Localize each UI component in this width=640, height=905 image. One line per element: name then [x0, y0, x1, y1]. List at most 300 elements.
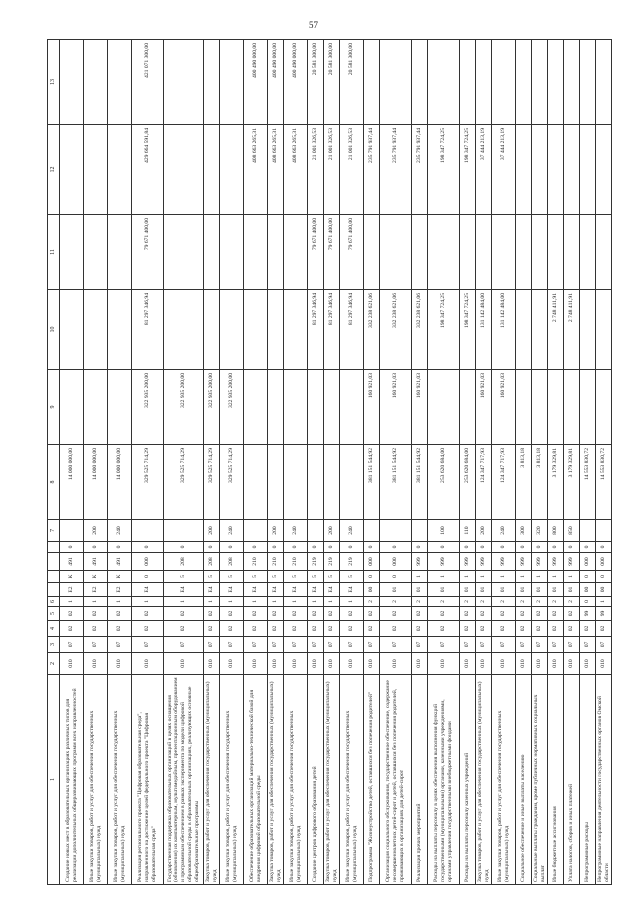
row-value-cell — [580, 125, 596, 215]
row-value-cell: 2 748 411,91 — [548, 290, 564, 370]
row-value-cell: E4 — [340, 583, 364, 597]
row-value-cell: 010 — [84, 653, 108, 675]
row-value-cell: 210 — [268, 553, 284, 571]
row-value-cell: 07 — [308, 637, 324, 653]
row-value-cell: 235 791 937,44 — [412, 125, 428, 215]
row-value-cell: 02 — [164, 607, 204, 621]
row-value-cell — [580, 370, 596, 445]
row-value-cell — [268, 445, 284, 520]
row-value-cell — [244, 370, 268, 445]
row-value-cell: 02 — [204, 607, 220, 621]
table-row — [220, 40, 244, 885]
row-value-cell — [564, 40, 580, 125]
row-value-cell: 219 — [340, 553, 364, 571]
row-value-cell — [204, 40, 220, 125]
row-value-cell: 02 — [564, 621, 580, 637]
row-value-cell: 100 — [428, 520, 460, 542]
row-value-cell: 1 — [460, 571, 476, 583]
row-value-cell: 198 347 724,25 — [460, 125, 476, 215]
row-value-cell: 3 813,18 — [516, 445, 532, 520]
row-value-cell: 329 525 714,29 — [220, 445, 244, 520]
header-cell: 2 — [48, 653, 60, 675]
row-name-cell: Закупка товаров, работ и услуг для обеспечения государственных (муниципальных) нужд — [324, 675, 340, 885]
row-value-cell: 010 — [580, 653, 596, 675]
row-value-cell — [308, 370, 324, 445]
row-value-cell: 07 — [516, 637, 532, 653]
row-value-cell: 02 — [324, 621, 340, 637]
row-value-cell: 381 151 544,92 — [380, 445, 412, 520]
row-value-cell — [580, 40, 596, 125]
row-value-cell: 010 — [516, 653, 532, 675]
row-value-cell — [268, 290, 284, 370]
row-value-cell — [460, 370, 476, 445]
row-value-cell: 999 — [492, 553, 516, 571]
row-value-cell: 02 — [564, 607, 580, 621]
row-value-cell: 07 — [476, 637, 492, 653]
row-value-cell: К — [108, 571, 132, 583]
row-value-cell — [60, 520, 84, 542]
row-value-cell: 010 — [428, 653, 460, 675]
row-value-cell: 322 935 200,00 — [132, 370, 164, 445]
row-name-cell: Непрограммные расходы — [580, 675, 596, 885]
row-value-cell: 010 — [564, 653, 580, 675]
row-value-cell — [60, 215, 84, 290]
row-value-cell — [60, 370, 84, 445]
row-value-cell: 07 — [548, 637, 564, 653]
table-row — [412, 40, 428, 885]
row-value-cell: 07 — [204, 637, 220, 653]
row-value-cell: E2 — [60, 583, 84, 597]
row-value-cell: 0 — [460, 542, 476, 553]
row-value-cell — [476, 40, 492, 125]
row-value-cell: 408 663 265,31 — [268, 125, 284, 215]
row-value-cell — [84, 215, 108, 290]
budget-table — [47, 39, 612, 885]
row-name-cell: Уплата налогов, сборов и иных платежей — [564, 675, 580, 885]
row-value-cell: 02 — [268, 621, 284, 637]
row-value-cell: 160 921,03 — [412, 370, 428, 445]
row-value-cell — [580, 215, 596, 290]
row-value-cell: 400 490 000,00 — [268, 40, 284, 125]
table-row — [308, 40, 324, 885]
header-cell: 8 — [48, 445, 60, 520]
table-row — [476, 40, 492, 885]
row-value-cell: 81 297 346,94 — [324, 290, 340, 370]
table-row — [284, 40, 308, 885]
table-row — [380, 40, 412, 885]
row-value-cell: 322 935 200,00 — [220, 370, 244, 445]
row-value-cell: 2 — [532, 597, 548, 607]
row-value-cell: 240 — [220, 520, 244, 542]
row-value-cell: 79 671 400,00 — [340, 215, 364, 290]
row-value-cell: 329 525 714,29 — [132, 445, 164, 520]
row-value-cell: 00 — [596, 583, 612, 597]
row-value-cell — [132, 520, 164, 542]
row-value-cell: 02 — [516, 621, 532, 637]
row-value-cell: E4 — [244, 583, 268, 597]
row-value-cell: 07 — [220, 637, 244, 653]
table-row — [516, 40, 532, 885]
row-value-cell: 2 — [492, 597, 516, 607]
row-value-cell — [108, 125, 132, 215]
row-value-cell: 02 — [412, 621, 428, 637]
header-cell: 7 — [48, 520, 60, 542]
row-value-cell — [460, 40, 476, 125]
header-cell: 5 — [48, 607, 60, 621]
row-value-cell: 0 — [380, 571, 412, 583]
table-row — [580, 40, 596, 885]
row-value-cell: 381 151 544,92 — [364, 445, 380, 520]
row-value-cell — [596, 125, 612, 215]
row-value-cell: 999 — [532, 553, 548, 571]
row-name-cell: Реализация регионального проекта "Цифровая образовательная среда", направленного на достижение целей федерального проекта "Цифровая образовательная среда" — [132, 675, 164, 885]
row-value-cell: 79 671 400,00 — [308, 215, 324, 290]
row-value-cell: 1 — [220, 597, 244, 607]
row-value-cell: 37 444 213,19 — [492, 125, 516, 215]
row-value-cell — [204, 290, 220, 370]
row-value-cell: 0 — [580, 597, 596, 607]
row-value-cell: 99 — [596, 607, 612, 621]
row-value-cell — [244, 215, 268, 290]
rotated-table-frame — [47, 40, 610, 885]
row-value-cell — [164, 40, 204, 125]
row-value-cell — [564, 125, 580, 215]
row-value-cell: 1 — [132, 597, 164, 607]
row-value-cell: 010 — [596, 653, 612, 675]
row-value-cell — [564, 370, 580, 445]
row-name-cell: Закупка товаров, работ и услуг для обеспечения государственных (муниципальных) нужд — [476, 675, 492, 885]
row-value-cell: 010 — [108, 653, 132, 675]
row-value-cell — [284, 370, 308, 445]
row-value-cell: 1 — [428, 571, 460, 583]
row-value-cell: 208 — [220, 553, 244, 571]
row-value-cell: 07 — [284, 637, 308, 653]
row-value-cell: 0 — [364, 571, 380, 583]
row-value-cell — [596, 40, 612, 125]
row-value-cell: 5 — [308, 571, 324, 583]
row-value-cell — [532, 370, 548, 445]
header-cell: 11 — [48, 215, 60, 290]
row-value-cell: 999 — [476, 553, 492, 571]
row-value-cell: 131 142 484,00 — [492, 290, 516, 370]
row-name-cell: Организация социального обслуживания, государственное обеспечение, содержание несовершеннолетних детей-сирот и детей, оставшихся без попечения родителей, проживающих в организациях для детей-сирот — [380, 675, 412, 885]
row-value-cell: 999 — [516, 553, 532, 571]
row-value-cell: 07 — [324, 637, 340, 653]
row-value-cell — [428, 40, 460, 125]
row-value-cell: 999 — [548, 553, 564, 571]
table-row — [60, 40, 84, 885]
row-value-cell: E2 — [84, 583, 108, 597]
row-value-cell: 07 — [340, 637, 364, 653]
row-value-cell: 0 — [580, 571, 596, 583]
row-value-cell: 400 490 000,00 — [244, 40, 268, 125]
row-value-cell: 0 — [580, 542, 596, 553]
header-cell: 10 — [48, 290, 60, 370]
row-value-cell: 010 — [132, 653, 164, 675]
row-value-cell: 02 — [412, 607, 428, 621]
row-value-cell: 200 — [268, 520, 284, 542]
row-value-cell: 0 — [428, 542, 460, 553]
row-value-cell: 07 — [364, 637, 380, 653]
row-name-cell: Социальное обеспечение и иные выплаты населению — [516, 675, 532, 885]
row-value-cell: E4 — [324, 583, 340, 597]
row-name-cell: Социальные выплаты гражданам, кроме публичных нормативных социальных выплат — [532, 675, 548, 885]
row-value-cell: 02 — [492, 607, 516, 621]
row-name-cell: Обеспечение образовательных организаций материально-технической базой для внедрения цифровой образовательной среды — [244, 675, 268, 885]
row-value-cell: E4 — [164, 583, 204, 597]
row-value-cell: 5 — [204, 571, 220, 583]
row-value-cell: 0 — [204, 542, 220, 553]
row-value-cell: 1 — [204, 597, 220, 607]
row-value-cell: 200 — [204, 520, 220, 542]
row-value-cell: 01 — [412, 583, 428, 597]
row-value-cell: 02 — [380, 607, 412, 621]
row-value-cell: 01 — [548, 583, 564, 597]
rotated-table-content — [47, 40, 610, 885]
row-value-cell: 999 — [564, 553, 580, 571]
row-value-cell: 160 921,03 — [492, 370, 516, 445]
row-value-cell: 1 — [108, 597, 132, 607]
row-value-cell: 07 — [428, 637, 460, 653]
row-value-cell — [516, 215, 532, 290]
row-name-cell: Иные закупки товаров, работ и услуг для обеспечения государственных (муниципальных) нужд — [108, 675, 132, 885]
row-value-cell: E4 — [204, 583, 220, 597]
row-value-cell: 01 — [532, 583, 548, 597]
header-cell: 13 — [48, 40, 60, 125]
row-value-cell: 0 — [340, 542, 364, 553]
row-value-cell: 010 — [244, 653, 268, 675]
row-value-cell — [164, 290, 204, 370]
row-value-cell: 010 — [308, 653, 324, 675]
row-value-cell — [60, 290, 84, 370]
row-value-cell: 01 — [492, 583, 516, 597]
table-row — [548, 40, 564, 885]
row-name-cell: Иные закупки товаров, работ и услуг для обеспечения государственных (муниципальных) нужд — [284, 675, 308, 885]
row-value-cell: 0 — [476, 542, 492, 553]
row-value-cell: 02 — [60, 621, 84, 637]
row-value-cell: 2 — [460, 597, 476, 607]
row-value-cell: 408 663 265,31 — [284, 125, 308, 215]
row-name-cell: Иные закупки товаров, работ и услуг для обеспечения государственных (муниципальных) нужд — [340, 675, 364, 885]
row-value-cell: К — [60, 571, 84, 583]
row-value-cell: 07 — [60, 637, 84, 653]
row-value-cell: 02 — [308, 621, 324, 637]
row-value-cell: 253 620 684,00 — [460, 445, 476, 520]
row-value-cell: 1 — [164, 597, 204, 607]
row-value-cell: 02 — [428, 607, 460, 621]
row-value-cell: 02 — [324, 607, 340, 621]
row-value-cell — [492, 215, 516, 290]
row-value-cell: 010 — [268, 653, 284, 675]
row-value-cell: 07 — [564, 637, 580, 653]
row-value-cell: 329 525 714,29 — [204, 445, 220, 520]
row-value-cell: 2 — [548, 597, 564, 607]
row-value-cell: К — [84, 571, 108, 583]
row-value-cell: 5 — [324, 571, 340, 583]
row-value-cell — [380, 520, 412, 542]
row-value-cell — [324, 445, 340, 520]
row-value-cell: 2 — [516, 597, 532, 607]
row-value-cell: 421 071 300,00 — [132, 40, 164, 125]
row-value-cell — [244, 520, 268, 542]
row-value-cell: 02 — [340, 621, 364, 637]
row-value-cell: 07 — [268, 637, 284, 653]
row-value-cell: 07 — [380, 637, 412, 653]
row-value-cell: 0 — [548, 542, 564, 553]
row-value-cell: 0 — [108, 542, 132, 553]
row-value-cell: 1 — [476, 571, 492, 583]
row-value-cell — [324, 370, 340, 445]
row-value-cell: 010 — [284, 653, 308, 675]
row-value-cell — [596, 520, 612, 542]
row-value-cell: 02 — [108, 621, 132, 637]
row-value-cell — [108, 40, 132, 125]
table-row — [132, 40, 164, 885]
row-value-cell: 02 — [532, 607, 548, 621]
row-value-cell: 81 297 346,94 — [132, 290, 164, 370]
row-value-cell: 198 347 724,25 — [428, 125, 460, 215]
row-value-cell — [516, 40, 532, 125]
row-value-cell: 010 — [412, 653, 428, 675]
row-value-cell: 1 — [548, 571, 564, 583]
row-value-cell: 491 — [60, 553, 84, 571]
row-value-cell — [596, 215, 612, 290]
row-value-cell — [60, 40, 84, 125]
row-value-cell: 208 — [164, 553, 204, 571]
row-value-cell: 160 921,03 — [380, 370, 412, 445]
row-value-cell: 00 — [364, 583, 380, 597]
row-value-cell: 491 — [108, 553, 132, 571]
header-cell: 1 — [48, 675, 60, 885]
row-value-cell — [548, 215, 564, 290]
row-value-cell: 02 — [132, 621, 164, 637]
table-row — [244, 40, 268, 885]
row-value-cell: 010 — [164, 653, 204, 675]
row-value-cell: 2 — [412, 597, 428, 607]
row-value-cell — [108, 215, 132, 290]
row-value-cell: 81 297 346,94 — [308, 290, 324, 370]
row-name-cell: Расходы на выплаты персоналу казенных учреждений — [460, 675, 476, 885]
table-row — [492, 40, 516, 885]
row-value-cell — [84, 290, 108, 370]
row-value-cell: 02 — [244, 621, 268, 637]
row-value-cell: 160 921,03 — [364, 370, 380, 445]
row-name-cell: Подпрограмма "Жизнеустройство детей, оставшихся без попечения родителей" — [364, 675, 380, 885]
row-value-cell: 21 001 326,53 — [340, 125, 364, 215]
row-value-cell — [204, 125, 220, 215]
row-value-cell — [284, 445, 308, 520]
row-value-cell: 800 — [548, 520, 564, 542]
row-name-cell: Создание центров цифрового образования детей — [308, 675, 324, 885]
row-value-cell: 5 — [340, 571, 364, 583]
row-value-cell — [364, 40, 380, 125]
row-value-cell: 02 — [108, 607, 132, 621]
row-value-cell: 240 — [284, 520, 308, 542]
row-value-cell: 01 — [460, 583, 476, 597]
row-value-cell: 322 935 200,00 — [164, 370, 204, 445]
row-value-cell: 0 — [132, 542, 164, 553]
row-value-cell: 010 — [492, 653, 516, 675]
row-value-cell — [532, 290, 548, 370]
row-value-cell: 2 — [564, 597, 580, 607]
row-value-cell — [596, 370, 612, 445]
row-value-cell: 1 — [492, 571, 516, 583]
row-value-cell: 0 — [380, 542, 412, 553]
row-value-cell: 02 — [380, 621, 412, 637]
row-value-cell: 0 — [268, 542, 284, 553]
row-value-cell — [532, 125, 548, 215]
row-value-cell: 07 — [580, 637, 596, 653]
row-value-cell — [428, 215, 460, 290]
row-value-cell — [84, 125, 108, 215]
row-value-cell — [108, 370, 132, 445]
row-value-cell — [428, 370, 460, 445]
row-value-cell: 210 — [284, 553, 308, 571]
row-value-cell — [284, 215, 308, 290]
table-header — [48, 40, 60, 885]
row-value-cell: 1 — [60, 597, 84, 607]
row-value-cell: 07 — [412, 637, 428, 653]
row-value-cell: 329 525 714,29 — [164, 445, 204, 520]
row-value-cell: 0 — [364, 542, 380, 553]
row-value-cell: 02 — [268, 607, 284, 621]
row-value-cell: 999 — [428, 553, 460, 571]
header-cell: 3 — [48, 637, 60, 653]
row-name-cell: Иные бюджетные ассигнования — [548, 675, 564, 885]
row-value-cell: 02 — [516, 607, 532, 621]
row-value-cell: 200 — [476, 520, 492, 542]
row-value-cell: 010 — [324, 653, 340, 675]
row-value-cell — [380, 40, 412, 125]
row-value-cell: E4 — [268, 583, 284, 597]
row-value-cell: 219 — [324, 553, 340, 571]
row-value-cell: 408 663 265,31 — [244, 125, 268, 215]
row-value-cell: 14 000 000,00 — [84, 445, 108, 520]
row-value-cell: 010 — [220, 653, 244, 675]
header-cell — [48, 553, 60, 571]
row-value-cell — [284, 290, 308, 370]
row-value-cell — [204, 215, 220, 290]
row-value-cell: E4 — [220, 583, 244, 597]
row-value-cell — [84, 40, 108, 125]
row-value-cell — [580, 520, 596, 542]
row-value-cell: 5 — [220, 571, 244, 583]
row-value-cell — [268, 370, 284, 445]
row-value-cell: 02 — [220, 621, 244, 637]
row-value-cell: 160 921,03 — [476, 370, 492, 445]
row-value-cell: 02 — [492, 621, 516, 637]
row-value-cell — [548, 125, 564, 215]
row-value-cell: 02 — [132, 607, 164, 621]
row-value-cell — [596, 290, 612, 370]
row-name-cell: Иные закупки товаров, работ и услуг для обеспечения государственных (муниципальных) нужд — [220, 675, 244, 885]
row-value-cell: 07 — [132, 637, 164, 653]
row-value-cell: 14 000 000,00 — [108, 445, 132, 520]
row-value-cell: 332 238 621,06 — [380, 290, 412, 370]
row-value-cell: 1 — [596, 597, 612, 607]
row-value-cell: 200 — [324, 520, 340, 542]
row-value-cell: 240 — [340, 520, 364, 542]
row-value-cell: 124 347 717,93 — [492, 445, 516, 520]
header-cell — [48, 571, 60, 583]
row-value-cell — [244, 445, 268, 520]
row-value-cell: 0 — [532, 542, 548, 553]
row-value-cell — [492, 40, 516, 125]
row-value-cell: 110 — [460, 520, 476, 542]
row-value-cell — [412, 40, 428, 125]
row-value-cell: 010 — [380, 653, 412, 675]
row-value-cell: 200 — [84, 520, 108, 542]
